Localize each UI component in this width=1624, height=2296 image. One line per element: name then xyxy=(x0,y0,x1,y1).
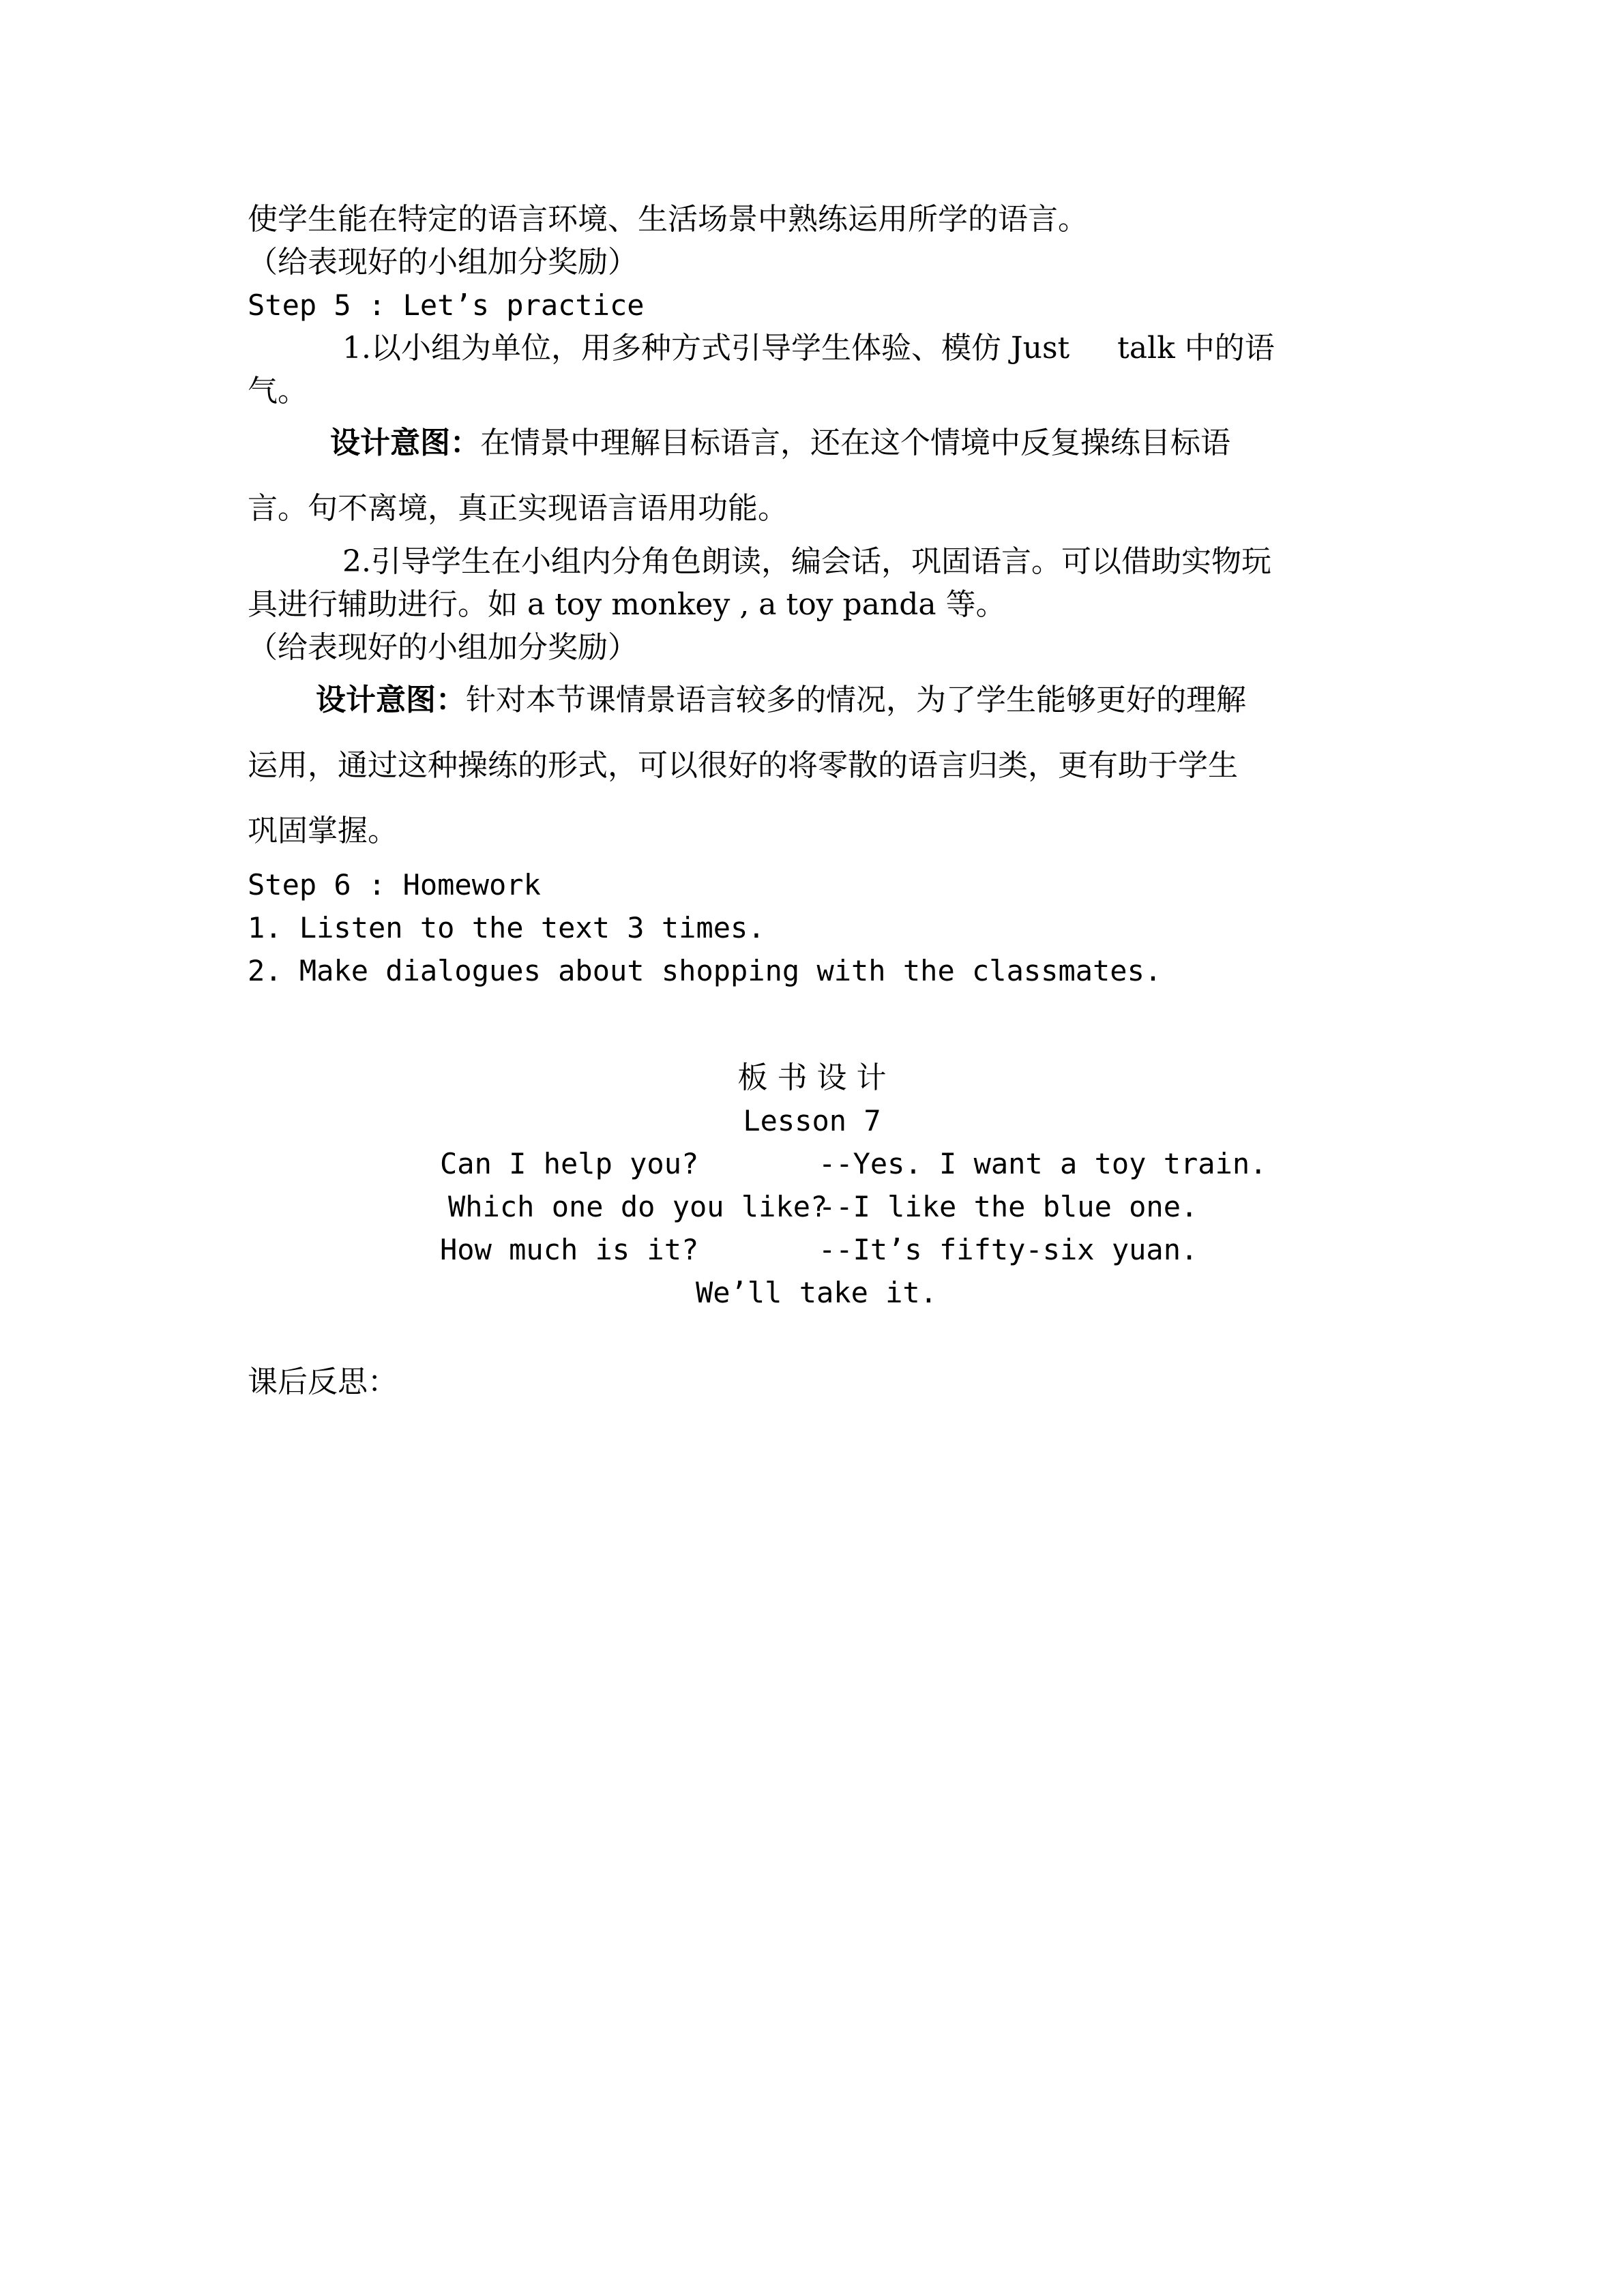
reflection-label: 课后反思： xyxy=(248,1365,398,1399)
board-answer-1: --Yes. I want a toy train. xyxy=(818,1147,1267,1180)
practice-item-1: 1.以小组为单位，用多种方式引导学生体验、模仿 Just talk 中的语 xyxy=(342,331,1275,366)
design-intent-text: 针对本节课情景语言较多的情况，为了学生能够更好的理解 xyxy=(466,683,1246,717)
board-question-1: Can I help you? xyxy=(440,1147,699,1180)
step6-heading: Step 6 : Homework xyxy=(248,868,541,901)
design-intent-2-end: 巩固掌握。 xyxy=(248,814,398,848)
board-answer-2: --I like the blue one. xyxy=(818,1190,1198,1223)
paragraph-purpose: 使学生能在特定的语言环境、生活场景中熟练运用所学的语言。 xyxy=(248,202,1088,237)
board-answer-3: --It’s fifty-six yuan. xyxy=(818,1233,1198,1266)
design-intent-2-cont: 运用，通过这种操练的形式，可以很好的将零散的语言归类，更有助于学生 xyxy=(248,748,1238,783)
board-closing-line: We’ll take it. xyxy=(696,1276,938,1309)
board-question-2: Which one do you like? xyxy=(448,1190,828,1223)
board-lesson-title: Lesson 7 xyxy=(743,1104,881,1137)
homework-item-1: 1. Listen to the text 3 times. xyxy=(248,911,765,944)
practice-item-1-cont: 气。 xyxy=(248,374,308,408)
practice-item-2-cont: 具进行辅助进行。如 a toy monkey , a toy panda 等。 xyxy=(248,587,1006,622)
board-design-heading: 板 书 设 计 xyxy=(737,1060,887,1095)
step5-heading: Step 5 : Let’s practice xyxy=(248,288,645,322)
practice-item-2: 2.引导学生在小组内分角色朗读，编会话，巩固语言。可以借助实物玩 xyxy=(342,544,1271,579)
homework-item-2: 2. Make dialogues about shopping with the classmates. xyxy=(248,954,1162,987)
board-question-3: How much is it? xyxy=(440,1233,699,1266)
reward-note-2: （给表现好的小组加分奖励） xyxy=(248,630,638,665)
design-intent-label: 设计意图： xyxy=(330,426,480,460)
design-intent-label: 设计意图： xyxy=(316,683,466,717)
design-intent-2 xyxy=(316,680,1246,721)
design-intent-text: 在情景中理解目标语言，还在这个情境中反复操练目标语 xyxy=(480,426,1230,460)
design-intent-1 xyxy=(330,423,1230,464)
design-intent-1-cont: 言。句不离境，真正实现语言语用功能。 xyxy=(248,491,788,526)
reward-note: （给表现好的小组加分奖励） xyxy=(248,245,638,280)
